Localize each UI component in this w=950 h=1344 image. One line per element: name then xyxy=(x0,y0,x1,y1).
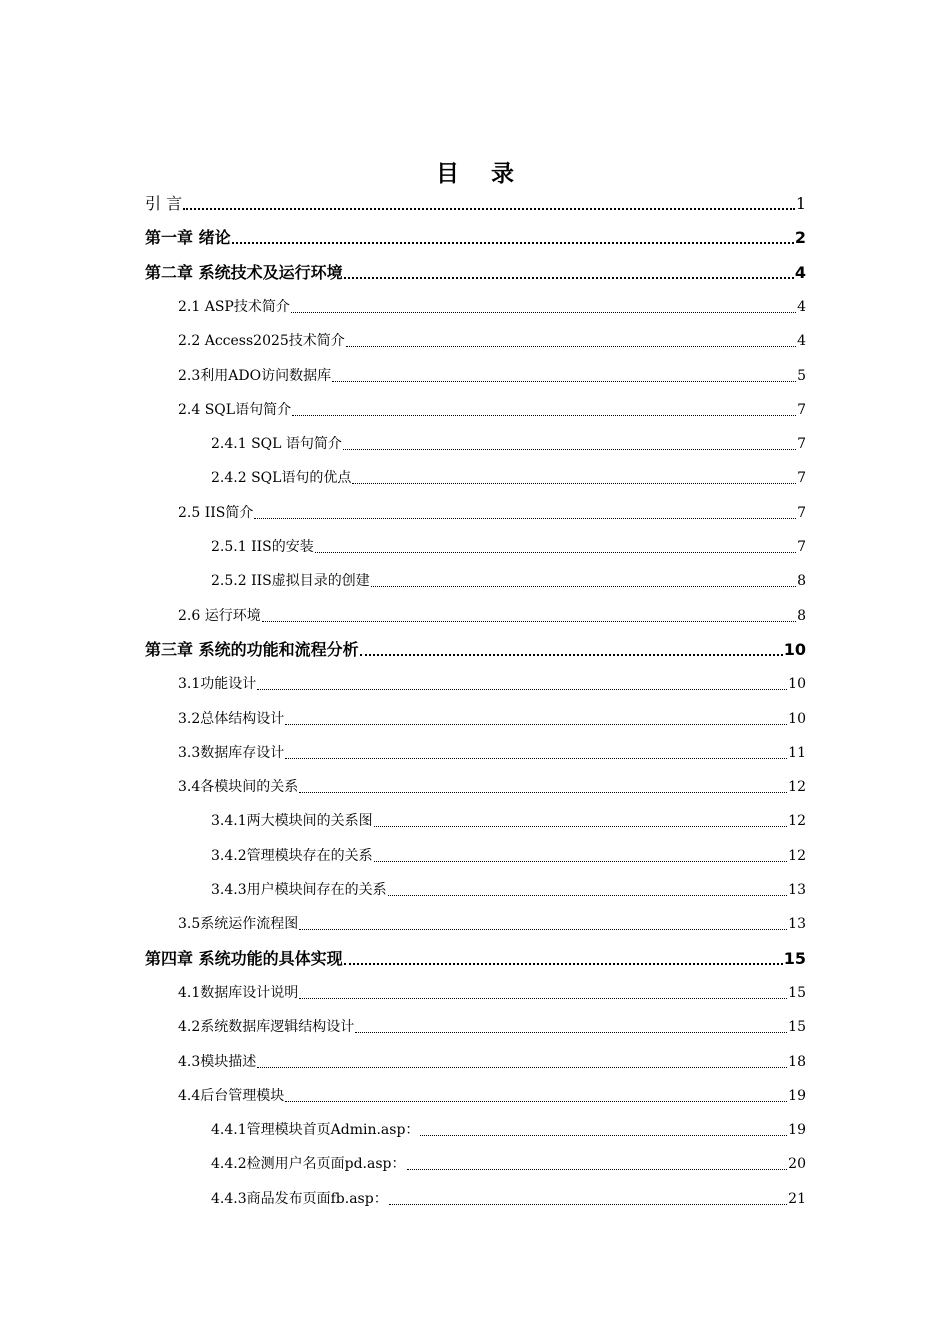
toc-page-number: 13 xyxy=(788,916,806,933)
toc-page-number: 19 xyxy=(788,1087,806,1104)
toc-subsection-entry[interactable] xyxy=(211,1187,806,1211)
toc-subsection-entry[interactable] xyxy=(211,466,806,490)
toc-entry-label: 4.1数据库设计说明 xyxy=(178,984,299,1001)
toc-dot-leader xyxy=(257,688,787,690)
toc-dot-leader xyxy=(183,207,795,210)
toc-section-entry[interactable] xyxy=(178,364,806,388)
toc-dot-leader xyxy=(257,1066,787,1068)
toc-dot-leader xyxy=(407,1168,788,1170)
toc-page-number: 7 xyxy=(797,436,806,453)
toc-dot-leader xyxy=(232,241,794,244)
toc-dot-leader xyxy=(355,1031,787,1033)
toc-dot-leader xyxy=(285,1100,787,1102)
toc-entry-label: 4.4.1管理模块首页Admin.asp： xyxy=(211,1122,420,1139)
toc-dot-leader xyxy=(346,345,796,347)
toc-chapter-entry[interactable] xyxy=(145,192,806,216)
toc-subsection-entry[interactable] xyxy=(211,878,806,902)
toc-dot-leader xyxy=(352,482,796,484)
toc-entry-label: 3.1功能设计 xyxy=(178,676,257,693)
toc-entry-label: 2.4.2 SQL语句的优点 xyxy=(211,470,352,487)
toc-page-number: 12 xyxy=(788,779,806,796)
toc-page-number: 8 xyxy=(797,607,806,624)
toc-subsection-entry[interactable] xyxy=(211,1152,806,1176)
toc-dot-leader xyxy=(299,997,787,999)
toc-entry-label: 3.4.1两大模块间的关系图 xyxy=(211,813,373,830)
toc-page-number: 15 xyxy=(788,1019,806,1036)
toc-entry-label: 4.4.3商品发布页面fb.asp： xyxy=(211,1190,388,1207)
toc-page-number: 8 xyxy=(797,573,806,590)
toc-page-number: 7 xyxy=(797,504,806,521)
toc-page-number: 19 xyxy=(788,1122,806,1139)
toc-subsection-entry[interactable] xyxy=(211,809,806,833)
toc-page-number: 5 xyxy=(797,367,806,384)
toc-entry-label: 2.4 SQL语句简介 xyxy=(178,401,292,418)
toc-entry-label: 第三章 系统的功能和流程分析 xyxy=(145,639,359,659)
toc-dot-leader xyxy=(371,585,796,587)
toc-page-number: 12 xyxy=(788,847,806,864)
toc-subsection-entry[interactable] xyxy=(211,844,806,868)
toc-section-entry[interactable] xyxy=(178,1050,806,1074)
toc-section-entry[interactable] xyxy=(178,1084,806,1108)
toc-dot-leader xyxy=(374,860,788,862)
toc-dot-leader xyxy=(420,1134,787,1136)
toc-section-entry[interactable] xyxy=(178,981,806,1005)
toc-dot-leader xyxy=(332,380,796,382)
toc-dot-leader xyxy=(344,276,794,279)
toc-page-number: 7 xyxy=(797,401,806,418)
toc-dot-leader xyxy=(291,311,796,313)
toc-entry-label: 2.1 ASP技术简介 xyxy=(178,298,290,315)
toc-entry-label: 2.4.1 SQL 语句简介 xyxy=(211,436,342,453)
toc-entry-label: 引 言 xyxy=(145,194,183,213)
toc-dot-leader xyxy=(315,551,796,553)
toc-page-number: 10 xyxy=(783,639,806,659)
toc-dot-leader xyxy=(262,620,796,622)
toc-entry-label: 4.3模块描述 xyxy=(178,1053,257,1070)
toc-dot-leader xyxy=(299,928,787,930)
toc-dot-leader xyxy=(389,1203,787,1205)
toc-page-number: 12 xyxy=(788,813,806,830)
toc-entry-label: 2.6 运行环境 xyxy=(178,607,261,624)
toc-entry-label: 2.5.1 IIS的安装 xyxy=(211,539,314,555)
toc-page-number: 11 xyxy=(788,744,806,761)
toc-entry-label: 3.4.2管理模块存在的关系 xyxy=(211,847,373,864)
toc-entry-label: 2.5.2 IIS虚拟目录的创建 xyxy=(211,573,370,590)
toc-title: 目 录 xyxy=(435,161,526,187)
toc-page-number: 20 xyxy=(788,1156,806,1173)
toc-chapter-entry[interactable] xyxy=(145,261,806,285)
toc-dot-leader xyxy=(254,517,796,519)
toc-entry-label: 3.3数据库存设计 xyxy=(178,744,285,761)
toc-entry-label: 第四章 系统功能的具体实现 xyxy=(145,948,343,968)
toc-entry-label: 3.4各模块间的关系 xyxy=(178,779,299,796)
toc-section-entry[interactable] xyxy=(178,604,806,628)
toc-section-entry[interactable] xyxy=(178,707,806,731)
toc-dot-leader xyxy=(360,653,783,656)
toc-page-number: 18 xyxy=(788,1053,806,1070)
toc-page-number: 10 xyxy=(788,676,806,693)
toc-entry-label: 3.5系统运作流程图 xyxy=(178,916,299,933)
toc-subsection-entry[interactable] xyxy=(211,535,806,559)
toc-page-number: 21 xyxy=(788,1190,806,1207)
toc-entry-label: 2.3利用ADO访问数据库 xyxy=(178,367,332,384)
toc-entry-label: 4.4.2检测用户名页面pd.asp： xyxy=(211,1156,406,1173)
toc-dot-leader xyxy=(285,757,787,759)
toc-entry-label: 3.2总体结构设计 xyxy=(178,710,285,727)
toc-dot-leader xyxy=(343,448,796,450)
toc-dot-leader xyxy=(374,825,788,827)
toc-entry-label: 4.4后台管理模块 xyxy=(178,1087,285,1104)
toc-page-number: 2 xyxy=(794,228,806,248)
toc-section-entry[interactable] xyxy=(178,672,806,696)
toc-page-number: 4 xyxy=(797,298,806,315)
toc-chapter-entry[interactable] xyxy=(145,226,806,250)
toc-section-entry[interactable] xyxy=(178,912,806,936)
toc-entry-label: 第一章 绪论 xyxy=(145,228,231,248)
toc-section-entry[interactable] xyxy=(178,329,806,353)
toc-page-number: 15 xyxy=(783,948,806,968)
toc-entry-label: 3.4.3用户模块间存在的关系 xyxy=(211,882,387,898)
toc-subsection-entry[interactable] xyxy=(211,432,806,456)
toc-subsection-entry[interactable] xyxy=(211,1118,806,1142)
toc-page-number: 13 xyxy=(788,882,806,898)
toc-section-entry[interactable] xyxy=(178,501,806,525)
toc-entry-label: 4.2系统数据库逻辑结构设计 xyxy=(178,1019,355,1036)
toc-subsection-entry[interactable] xyxy=(211,569,806,593)
toc-chapter-entry[interactable] xyxy=(145,947,806,971)
toc-section-entry[interactable] xyxy=(178,398,806,422)
toc-section-entry[interactable] xyxy=(178,775,806,799)
toc-entry-label: 2.5 IIS简介 xyxy=(178,504,254,521)
toc-page-number: 4 xyxy=(794,262,806,282)
toc-page-number: 7 xyxy=(797,539,806,555)
toc-dot-leader xyxy=(299,791,787,793)
toc-entry-label: 2.2 Access2025技术简介 xyxy=(178,333,345,350)
toc-dot-leader xyxy=(292,414,796,416)
toc-entry-label: 第二章 系统技术及运行环境 xyxy=(145,262,343,282)
toc-dot-leader xyxy=(285,723,787,725)
toc-page-number: 7 xyxy=(797,470,806,487)
toc-chapter-entry[interactable] xyxy=(145,638,806,662)
toc-section-entry[interactable] xyxy=(178,1015,806,1039)
toc-page-number: 15 xyxy=(788,984,806,1001)
toc-page-number: 1 xyxy=(795,194,806,213)
toc-page-number: 4 xyxy=(797,333,806,350)
toc-section-entry[interactable] xyxy=(178,741,806,765)
toc-section-entry[interactable] xyxy=(178,295,806,319)
toc-dot-leader xyxy=(388,894,788,896)
toc-dot-leader xyxy=(344,962,783,965)
toc-page-number: 10 xyxy=(788,710,806,727)
